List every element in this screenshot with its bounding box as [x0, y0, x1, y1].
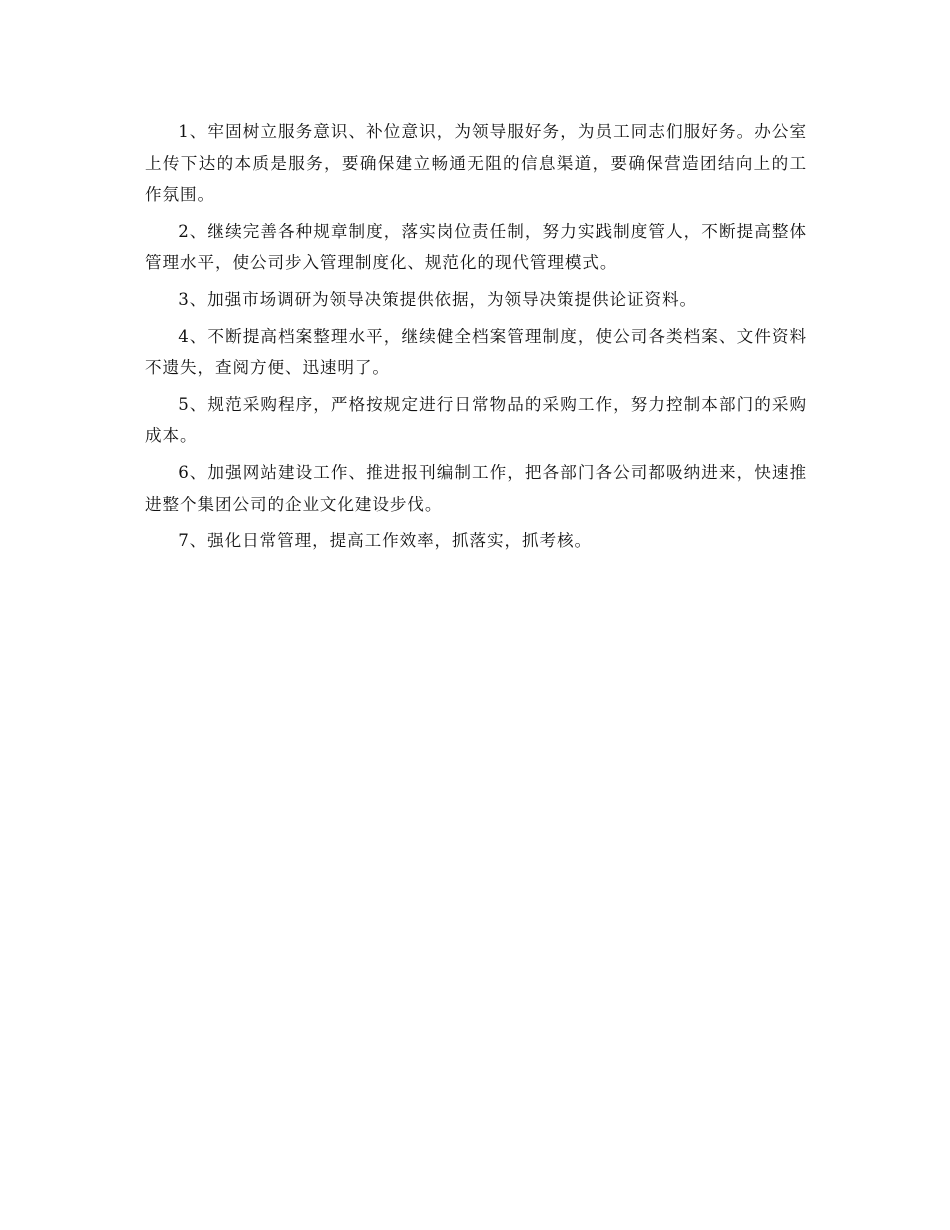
paragraph-1: 1、牢固树立服务意识、补位意识，为领导服好务，为员工同志们服好务。办公室上传下达的本质是服务，要确保建立畅通无阻的信息渠道，要确保营造团结向上的工作氛围。	[145, 122, 807, 205]
paragraph-5: 5、规范采购程序，严格按规定进行日常物品的采购工作，努力控制本部门的采购成本。	[145, 394, 807, 446]
paragraph-2: 2、继续完善各种规章制度，落实岗位责任制，努力实践制度管人，不断提高整体管理水平，使公司步入管理制度化、规范化的现代管理模式。	[145, 221, 807, 273]
paragraph-6: 6、加强网站建设工作、推进报刊编制工作，把各部门各公司都吸纳进来，快速推进整个集团公司的企业文化建设步伐。	[145, 462, 807, 514]
paragraph-7: 7、强化日常管理，提高工作效率，抓落实，抓考核。	[178, 531, 592, 551]
document-body	[145, 116, 807, 557]
paragraph-3: 3、加强市场调研为领导决策提供依据，为领导决策提供论证资料。	[178, 289, 697, 309]
paragraph-4: 4、不断提高档案整理水平，继续健全档案管理制度，使公司各类档案、文件资料不遗失，查阅方便、迅速明了。	[145, 326, 807, 378]
